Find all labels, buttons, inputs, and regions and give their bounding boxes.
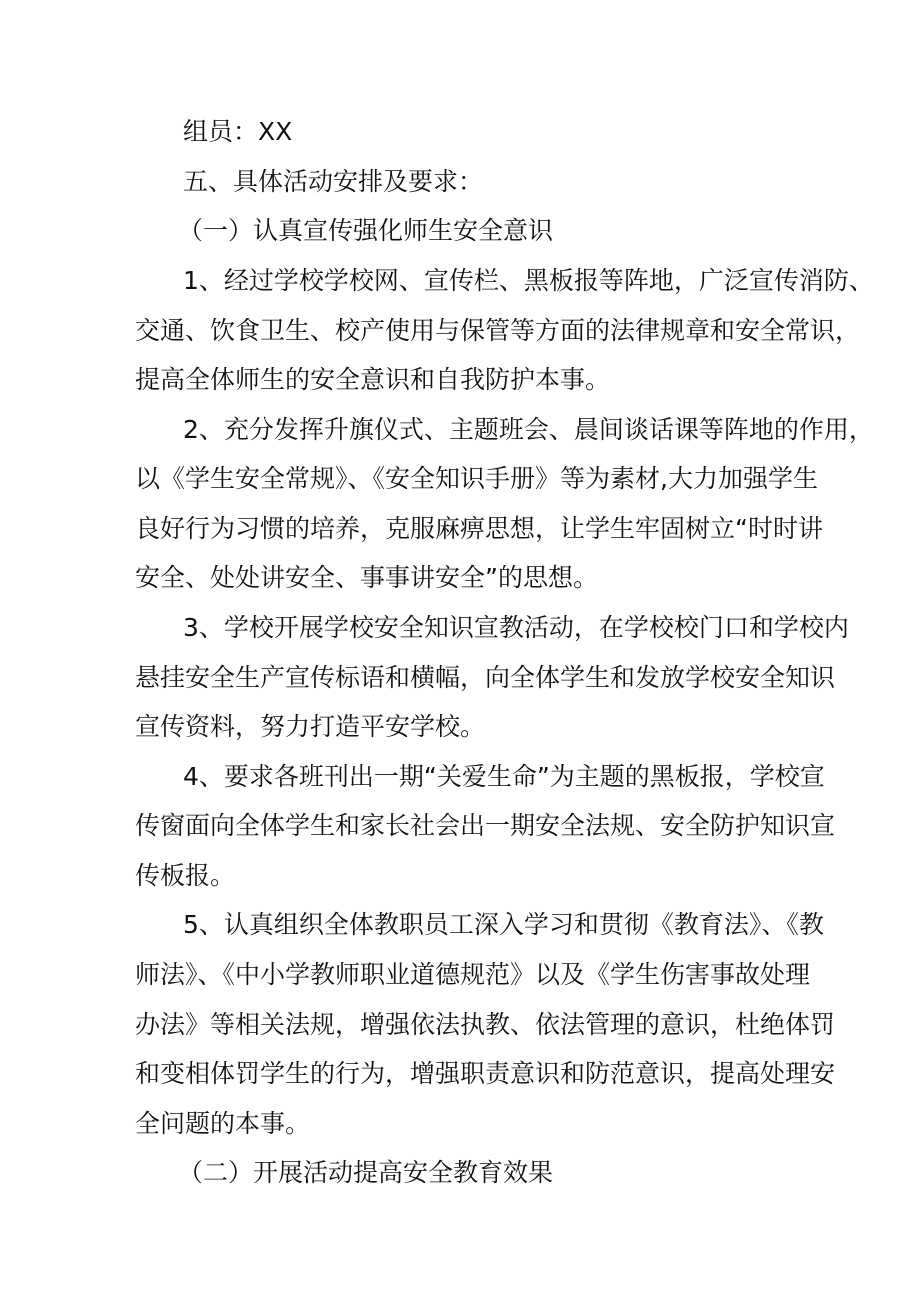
paragraph-5-line-4: 和变相体罚学生的行为，增强职责意识和防范意识，提高处理安 [135, 1059, 836, 1088]
paragraph-3-line-2: 悬挂安全生产宣传标语和横幅，向全体学生和发放学校安全知识 [135, 663, 836, 692]
subsection-heading-2: （二）开展活动提高安全教育效果 [178, 1158, 554, 1187]
members-line: 组员：XX [183, 117, 293, 146]
section-heading: 五、具体活动安排及要求： [183, 167, 484, 196]
paragraph-3-line-3: 宣传资料，努力打造平安学校。 [135, 712, 486, 741]
paragraph-4-line-2: 传窗面向全体学生和家长社会出一期安全法规、安全防护知识宣 [135, 811, 836, 840]
paragraph-5-line-5: 全问题的本事。 [135, 1109, 311, 1138]
paragraph-5-line-3: 办法》等相关法规，增强依法执教、依法管理的意识，杜绝体罚 [135, 1010, 836, 1039]
paragraph-5-line-1: 5、认真组织全体教职员工深入学习和贯彻《教育法》、《教 [183, 910, 824, 939]
paragraph-5-line-2: 师法》、《中小学教师职业道德规范》以及《学生伤害事故处理 [135, 960, 811, 989]
subsection-heading-1: （一）认真宣传强化师生安全意识 [178, 216, 554, 245]
paragraph-4-line-1: 4、要求各班刊出一期“关爱生命”为主题的黑板报，学校宣 [183, 762, 825, 791]
paragraph-4-line-3: 传板报。 [135, 861, 236, 890]
paragraph-3-line-1: 3、学校开展学校安全知识宣教活动，在学校校门口和学校内 [183, 613, 849, 642]
paragraph-1-line-3: 提高全体师生的安全意识和自我防护本事。 [135, 365, 611, 394]
paragraph-1-line-1: 1、经过学校学校网、宣传栏、黑板报等阵地，广泛宣传消防、 [183, 266, 874, 295]
paragraph-2-line-2: 以《学生安全常规》、《安全知识手册》等为素材,大力加强学生 [135, 464, 818, 493]
paragraph-2-line-4: 安全、处处讲安全、事事讲安全”的思想。 [135, 563, 598, 592]
paragraph-2-line-1: 2、充分发挥升旗仪式、主题班会、晨间谈话课等阵地的作用， [183, 415, 874, 444]
paragraph-1-line-2: 交通、饮食卫生、校产使用与保管等方面的法律规章和安全常识， [135, 316, 861, 345]
paragraph-2-line-3: 良好行为习惯的培养，克服麻痹思想，让学生牢固树立“时时讲 [135, 514, 823, 543]
